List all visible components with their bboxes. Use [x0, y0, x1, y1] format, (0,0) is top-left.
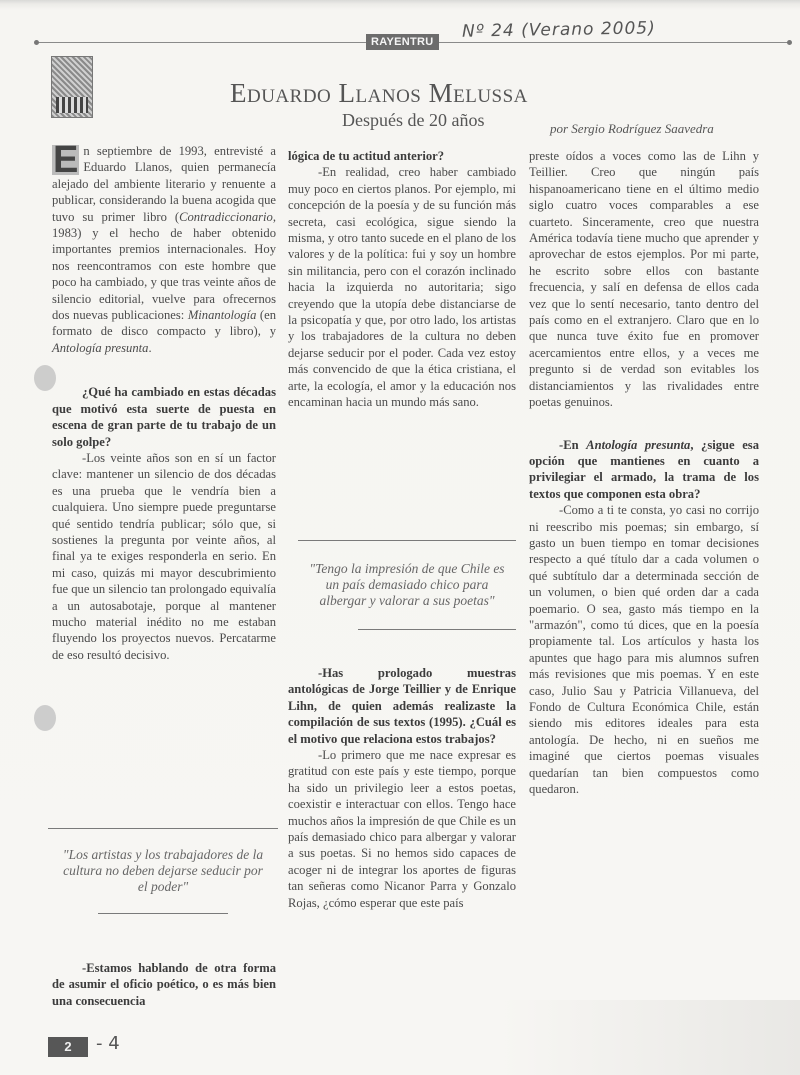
pull-quote-box: [48, 828, 278, 914]
binder-hole: [34, 705, 56, 731]
pull-quote: "Los artistas y los trabajadores de la cultura no deben dejarse seducir por el poder": [62, 847, 264, 894]
article-byline: por Sergio Rodríguez Saavedra: [550, 121, 714, 136]
interview-answer-end: preste oídos a voces como las de Lihn y Teillier. Creo que ningún país hispanoamericano tiene en el último medio siglo cuatro voces comparables a ese cuarteto. Sinceramente, creo que nuestra América todavía tiene mucho que aprender y aprovechar de estos ejemplos. Por mi parte, he escrito sobre ellos con bastante frecuencia, y salí en defensa de ellos cada vez que lo sentí necesario, tanto dentro del país como en el extranjero. Claro que en lo que nunca tuve éxito fue en promover acercamientos entre ellos, y a veces me pregunto si de verdad son evitables los distanciamientos y las rivalidades entre poetas genuinos.: [529, 149, 759, 410]
divider: [358, 629, 516, 630]
pull-quote-box: [298, 540, 516, 630]
book-title: Antología presunta: [586, 437, 691, 452]
article-subtitle: Después de 20 años: [342, 110, 485, 130]
divider: [98, 913, 228, 914]
divider: [48, 828, 278, 829]
page-number-badge: 2: [48, 1037, 88, 1057]
text-column-2: [288, 148, 516, 411]
article-title: Eduardo Llanos Melussa: [230, 78, 528, 108]
author-photo-thumbnail: [51, 56, 93, 118]
intro-text-2: , 1983) y el hecho de haber obtenido importantes premios internacionales. Hoy nos reencontramos con este hombre que poco ha cambiado, y que tras veinte años de silencio editorial, vuelve para ofrecernos dos nuevas publicaciones:: [52, 209, 276, 323]
interview-question: -Has prologado muestras antológicas de Jorge Teillier y de Enrique Lihn, de quien además realizaste la compilación de sus textos (1995). ¿Cuál es el motivo que relaciona estos trabajos?: [288, 666, 516, 746]
magazine-name-tag: RAYENTRU: [366, 34, 439, 50]
intro-paragraph: [52, 139, 277, 356]
book-title: Antología presunta: [52, 340, 149, 355]
scan-shadow: [500, 1000, 800, 1075]
question-text: -En: [559, 437, 587, 452]
text-column-1: [52, 139, 277, 663]
book-title: Contradiccionario: [179, 209, 273, 224]
text-column-1-bottom: [52, 960, 276, 1009]
book-title: Minantología: [187, 308, 257, 323]
binder-hole: [34, 365, 56, 391]
interview-question: ¿Qué ha cambiado en estas décadas que motivó esta suerte de puesta en escena de gran parte de tu trabajo de un solo golpe?: [52, 385, 276, 449]
interview-answer: -En realidad, creo haber cambiado muy poco en ciertos planos. Por ejemplo, mi concepción de la poesía y de su función más secreta, casi ecológica, sigue siendo la misma, y otro tanto sucede en el plano de los valores y de la política: fui y soy un hombre sin militancia, pero con el corazón inclinado hacia la izquierda no autoritaria; sigo creyendo que la utopía debe distanciarse de la psicopatía y que, por otro lado, los artistas y los trabajadores de la cultura no deben dejarse seducir por el poder. Cada vez estoy más convencido de que la ética cristiana, el arte, la ecología, el amor y la educación nos encaminan hacia un mundo más sano.: [288, 165, 516, 410]
text-column-2-bottom: [288, 665, 516, 911]
intro-text-1: n septiembre de 1993, entrevisté a Eduardo Llanos, quien permanecía alejado del ambiente literario y renuente a publicar, considerando la buena acogida que tuvo su primer libro (: [52, 144, 276, 224]
intro-text-3: (en formato de disco compacto y libro), y: [52, 308, 277, 339]
interview-question-end: lógica de tu actitud anterior?: [288, 149, 445, 163]
interview-answer: -Lo primero que me nace expresar es gratitud con este país y este tiempo, porque ha sido un privilegio leer a estos poetas, coexistir e interactuar con ellos. Tengo hace muchos años la impresión de que Chile es un país demasiado chico para albergar y valorar a sus poetas. Si no hemos sido capaces de acoger ni de integrar los aportes de figuras tan señeras como Nicanor Parra y Gonzalo Rojas, ¿cómo esperar que este país: [288, 748, 516, 910]
drop-cap: E: [53, 139, 79, 181]
handwritten-page-number: - 4: [96, 1033, 120, 1054]
handwritten-issue-note: Nº 24 (Verano 2005): [461, 18, 656, 42]
question-text: , ¿sigue esa opción que mantienes en cuanto a privilegiar el armado, la trama de los textos que componen esta obra?: [529, 437, 759, 501]
interview-question: -Estamos hablando de otra forma de asumir el oficio poético, o es más bien una consecuencia: [52, 961, 276, 1008]
interview-answer: -Los veinte años son en sí un factor clave: mantener un silencio de dos décadas es una prueba que le vendría bien a cualquiera. Uno siempre puede preguntarse qué sentido tendría publicar; sólo que, si sostienes la pregunta por veinte años, al final ya te exiges responderla en serio. En mi caso, quizás mi mayor descubrimiento fue que un silencio tan prolongado equivalía a un autosabotaje, porque al mantener mucho material inédito no me estaban fluyendo los proyectos nuevos. Percatarme de eso resultó decisivo.: [52, 450, 276, 662]
text-column-3: [529, 148, 759, 797]
intro-text-4: .: [148, 340, 152, 355]
interview-answer: -Como a ti te consta, yo casi no corrijo ni reescribo mis poemas; sin embargo, sí gasto un buen tiempo en tomar decisiones respecto a qué título dar a cada volumen o qué subtítulo dar a determinada sección de un volumen, o bien qué orden dar a cada poemario. O sea, gasto más tiempo en la "armazón", como tú dices, que en la poesía propiamente tal. Los artículos y hasta los apuntes que hago para mis alumnos sufren más revisiones que mis poemas. Y en este caso, Julio Sau y Patricia Villanueva, del Fondo de Cultura Económica Chile, están siendo mis editores ideales para esta antología. De hecho, ni en sueños me imaginé que ciertos poemas visuales quedarían tan bien compuestos como quedaron.: [529, 503, 759, 797]
divider: [298, 540, 516, 541]
interview-question: [529, 437, 759, 503]
pull-quote: "Tengo la impresión de que Chile es un país demasiado chico para albergar y valorar a sus poetas": [309, 561, 505, 608]
